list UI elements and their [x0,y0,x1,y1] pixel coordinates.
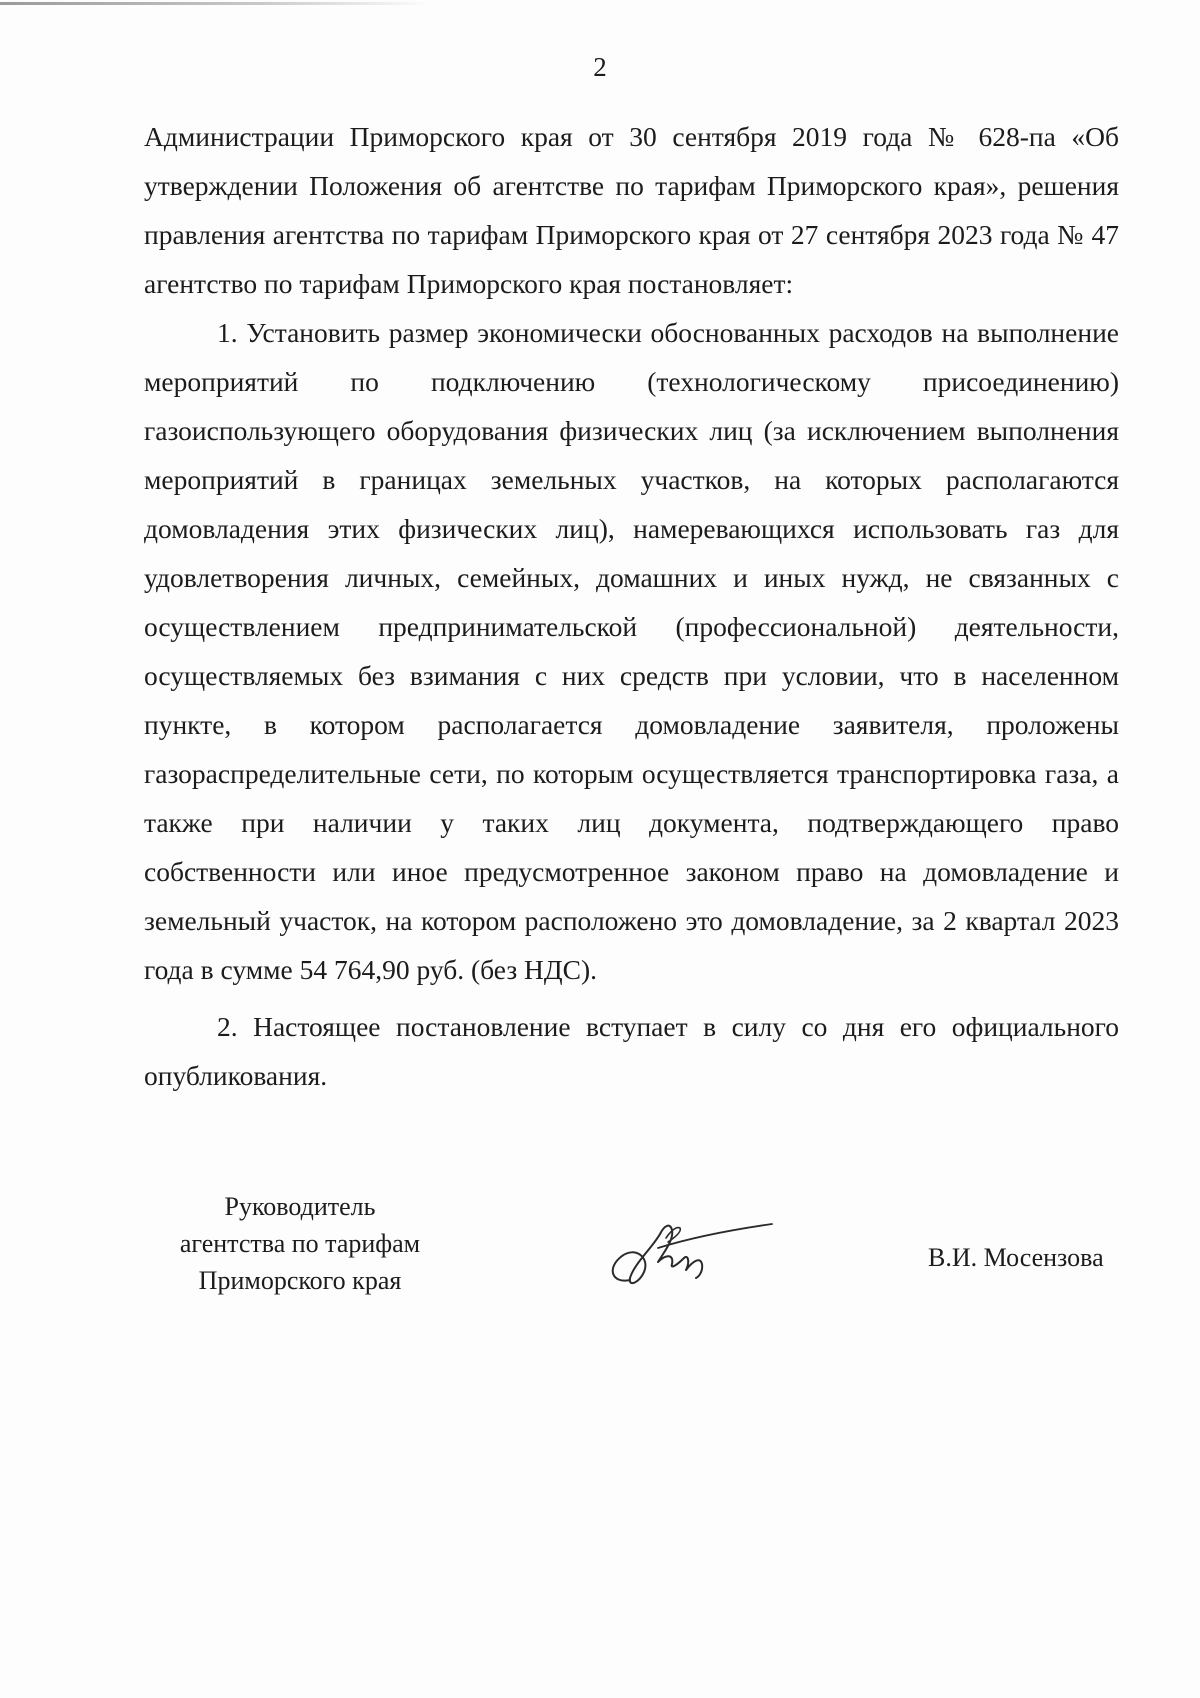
scan-edge-mark [0,2,430,5]
paragraph-item-2: 2. Настоящее постановление вступает в силу со дня его официального опубликования. [144,1011,1119,1091]
paragraph-item-1: 1. Установить размер экономически обоснованных расходов на выполнение мероприятий по подключению (технологическому присоединению) газоиспользующего оборудования физических лиц (за исключением выполнения мероприятий в границах земельных участков, на которых располагаются домовладения этих физических лиц), намеревающихся использовать газ для удовлетворения личных, семейных, домашних и иных нужд, не связанных с осуществлением предпринимательской (профессиональной) деятельности, осуществляемых без взимания с них средств при условии, что в населенном пункте, в котором располагается домовладение заявителя, проложены газораспределительные сети, по которым осуществляется транспортировка газа, а также при наличии у таких лиц документа, подтверждающего право собственности или иное предусмотренное законом право на домовладение и земельный участок, на котором расположено это домовладение, за 2 квартал 2023 года в сумме 54 764,90 руб. (без НДС). [144,317,1119,985]
position-line-3: Приморского края [198,1266,402,1295]
page-number: 2 [593,52,607,82]
handwritten-signature [600,1208,780,1298]
signatory-name: В.И. Мосензова [928,1243,1104,1272]
signatory-position [150,1188,450,1299]
position-line-1: Руководитель [224,1192,376,1221]
paragraph-preamble: Администрации Приморского края от 30 сентября 2019 года № 628-па «Об утверждении Положения об агентстве по тарифам Приморского края», решения правления агентства по тарифам Приморского края от 27 сентября 2023 года № 47 агентство по тарифам Приморского края постановляет: [144,121,1119,299]
document-body [144,112,1119,1100]
position-line-2: агентства по тарифам [179,1229,421,1258]
